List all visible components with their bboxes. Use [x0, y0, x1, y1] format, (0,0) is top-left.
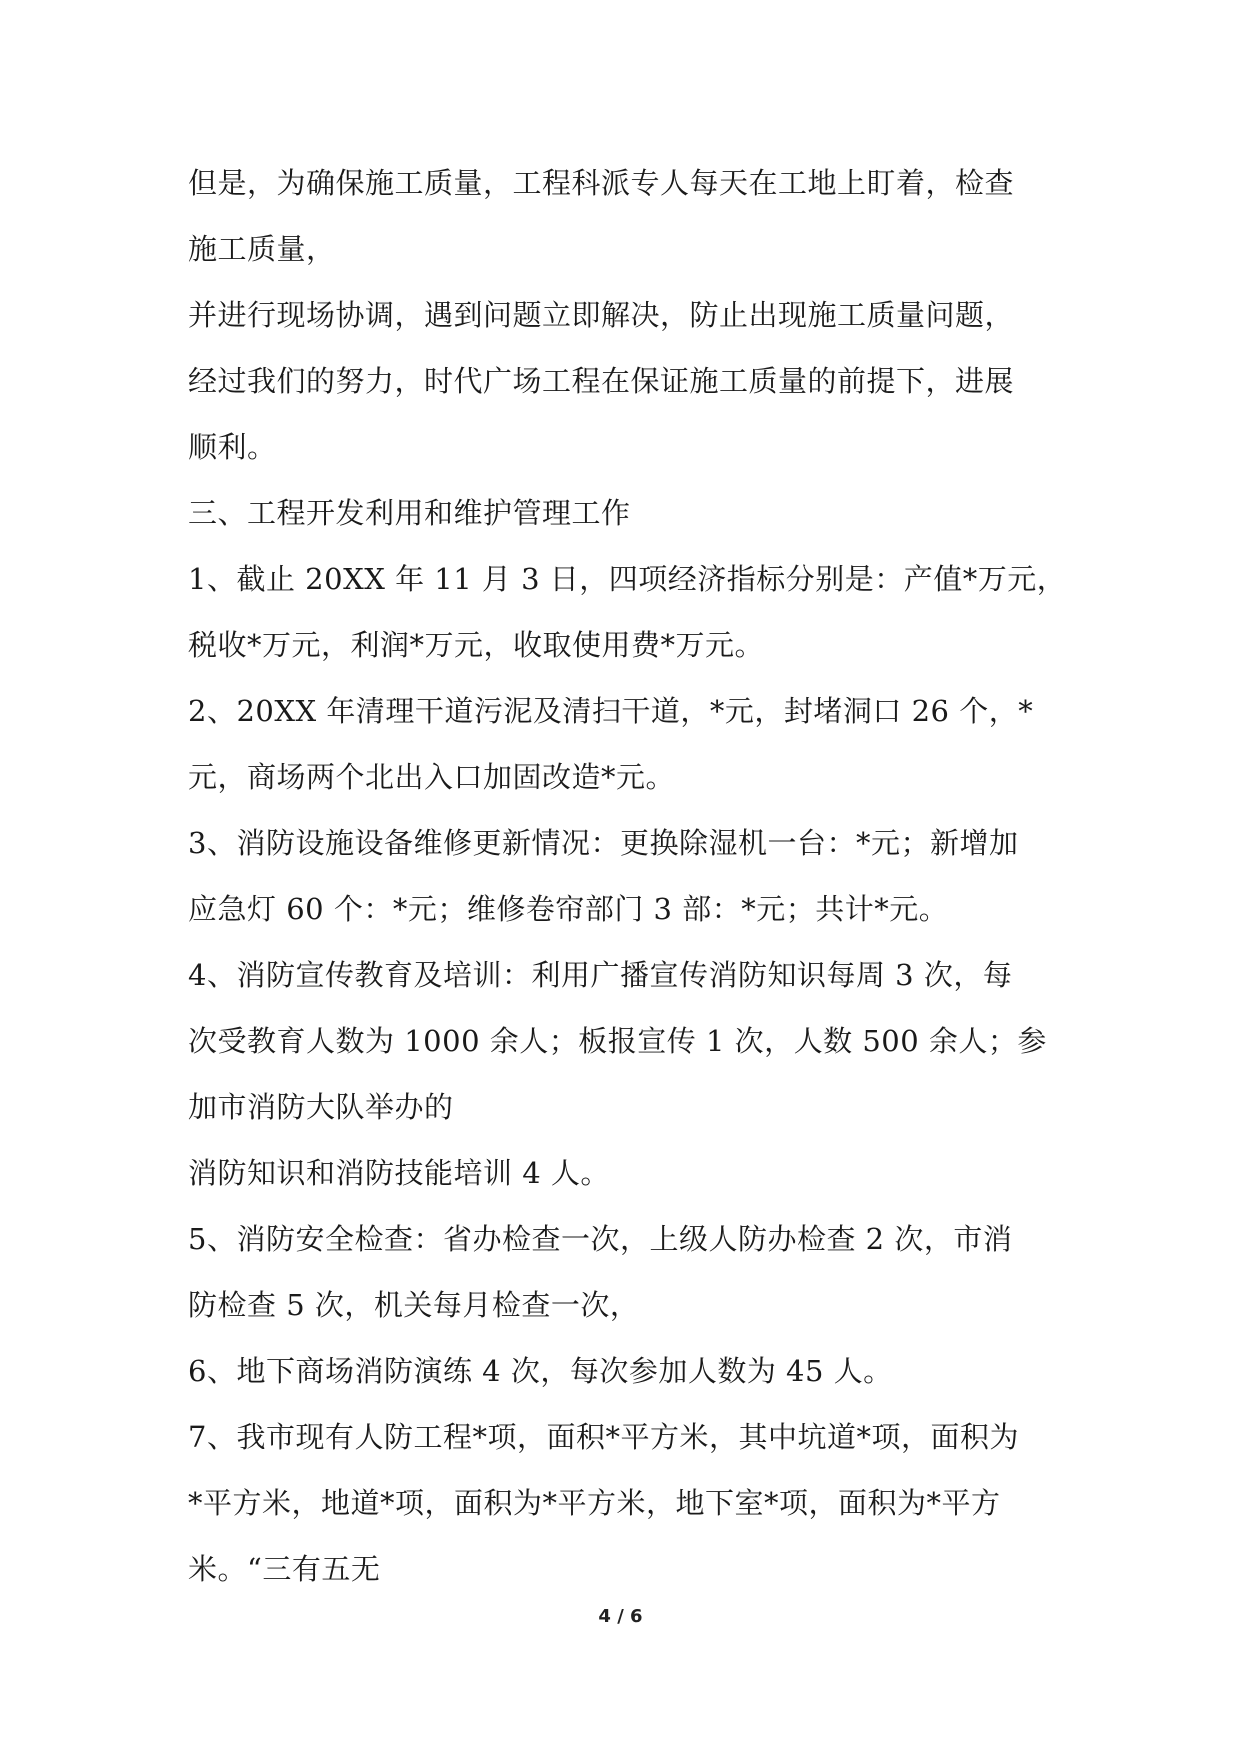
text-line: 并进行现场协调，遇到问题立即解决，防止出现施工质量问题，: [188, 298, 1015, 332]
text-line: *平方米，地道*项，面积为*平方米，地下室*项，面积为*平方: [188, 1486, 1001, 1520]
text-line: 顺利。: [188, 430, 277, 464]
text-line: 5、消防安全检查：省办检查一次，上级人防办检查 2 次，市消: [188, 1222, 1013, 1256]
text-line: 3、消防设施设备维修更新情况：更换除湿机一台：*元；新增加: [188, 826, 1019, 860]
text-line: 经过我们的努力，时代广场工程在保证施工质量的前提下，进展: [188, 364, 1015, 398]
text-line: 7、我市现有人防工程*项，面积*平方米，其中坑道*项，面积为: [188, 1420, 1019, 1454]
text-line: 防检查 5 次，机关每月检查一次，: [188, 1288, 640, 1322]
text-line: 施工质量，: [188, 232, 336, 266]
text-line: 2、20XX 年清理干道污泥及清扫干道，*元，封堵洞口 26 个，*: [188, 694, 1034, 728]
text-line: 元，商场两个北出入口加固改造*元。: [188, 760, 676, 794]
document-body: [188, 150, 1068, 1602]
page-number: 4 / 6: [598, 1606, 643, 1627]
text-line: 次受教育人数为 1000 余人；板报宣传 1 次，人数 500 余人；参: [188, 1024, 1047, 1058]
text-line: 4、消防宣传教育及培训：利用广播宣传消防知识每周 3 次，每: [188, 958, 1013, 992]
text-line: 1、截止 20XX 年 11 月 3 日，四项经济指标分别是：产值*万元，: [188, 562, 1067, 596]
text-line: 应急灯 60 个：*元；维修卷帘部门 3 部：*元；共计*元。: [188, 892, 949, 926]
text-line: 米。“三有五无: [188, 1552, 381, 1586]
text-line: 消防知识和消防技能培训 4 人。: [188, 1156, 610, 1190]
text-line: 但是，为确保施工质量，工程科派专人每天在工地上盯着，检查: [188, 166, 1015, 200]
text-line: 加市消防大队举办的: [188, 1090, 454, 1124]
text-line: 6、地下商场消防演练 4 次，每次参加人数为 45 人。: [188, 1354, 893, 1388]
section-heading: 三、工程开发利用和维护管理工作: [188, 496, 631, 530]
text-line: 税收*万元，利润*万元，收取使用费*万元。: [188, 628, 765, 662]
